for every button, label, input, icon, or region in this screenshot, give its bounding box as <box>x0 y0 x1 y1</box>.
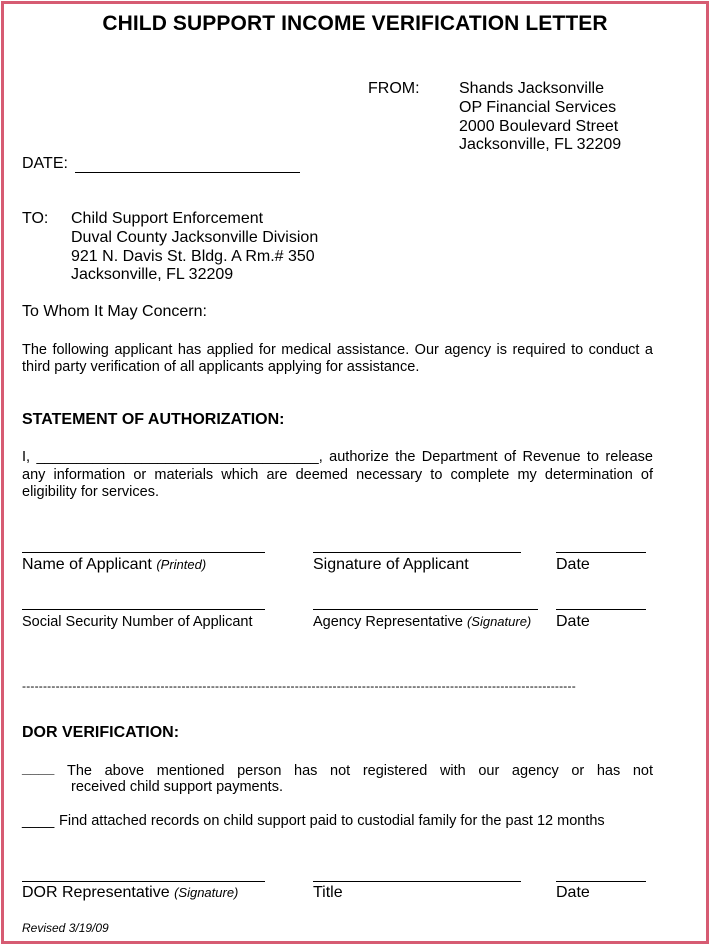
authorization-line-3: eligibility for services. <box>22 484 159 500</box>
from-line-3: 2000 Boulevard Street <box>459 118 619 135</box>
dor-heading: DOR VERIFICATION: <box>22 724 180 741</box>
to-line-1: Child Support Enforcement <box>71 210 264 227</box>
dor-option-2-text: Find attached records on child support paid to custodial family for the past 12 months <box>59 813 605 829</box>
from-line-2: OP Financial Services <box>459 99 617 116</box>
applicant-date-line[interactable] <box>556 552 646 553</box>
date-field-line[interactable] <box>75 172 300 173</box>
document-title: CHILD SUPPORT INCOME VERIFICATION LETTER <box>102 12 608 35</box>
dor-rep-note: (Signature) <box>174 885 239 900</box>
applicant-name-label <box>22 556 206 574</box>
dor-rep-label <box>22 884 238 902</box>
from-line-4: Jacksonville, FL 32209 <box>459 136 622 153</box>
agency-label <box>313 614 531 630</box>
agency-text: Agency Representative <box>313 614 463 630</box>
date-label: DATE: <box>22 155 68 172</box>
dor-rep-text: DOR Representative <box>22 884 170 901</box>
dor-option-2-checkbox[interactable]: ____ <box>22 813 55 829</box>
to-label: TO: <box>22 210 49 227</box>
from-line-1: Shands Jacksonville <box>459 80 604 97</box>
agency-note: (Signature) <box>466 614 532 629</box>
agency-date-label: Date <box>556 613 590 630</box>
to-line-4: Jacksonville, FL 32209 <box>71 266 234 283</box>
authorization-heading: STATEMENT OF AUTHORIZATION: <box>22 411 285 428</box>
applicant-date-label: Date <box>556 556 590 573</box>
authorization-line-1: I, ___________________________________, authorize the Department of Revenue to release <box>22 449 653 465</box>
from-label: FROM: <box>368 80 420 97</box>
revised-date: Revised 3/19/09 <box>22 921 109 935</box>
ssn-line[interactable] <box>22 609 265 610</box>
dor-option-1-line-2: received child support payments. <box>71 779 283 795</box>
agency-date-line[interactable] <box>556 609 646 610</box>
dor-option-1-checkbox[interactable]: ____ <box>22 761 55 777</box>
intro-line-1: The following applicant has applied for medical assistance. Our agency is required to conduct a <box>22 342 653 358</box>
dor-date-line[interactable] <box>556 881 646 882</box>
authorization-line-2: any information or materials which are deemed necessary to complete my determination of <box>22 467 653 483</box>
dor-rep-line[interactable] <box>22 881 265 882</box>
applicant-signature-label: Signature of Applicant <box>313 556 469 573</box>
dor-title-label: Title <box>313 884 343 901</box>
ssn-label: Social Security Number of Applicant <box>22 614 253 630</box>
dor-option-1-line-1: The above mentioned person has not registered with our agency or has not <box>67 763 653 779</box>
applicant-name-line[interactable] <box>22 552 265 553</box>
applicant-name-note: (Printed) <box>156 557 207 572</box>
agency-signature-line[interactable] <box>313 609 538 610</box>
applicant-signature-line[interactable] <box>313 552 521 553</box>
to-line-3: 921 N. Davis St. Bldg. A Rm.# 350 <box>71 248 315 265</box>
dor-date-label: Date <box>556 884 590 901</box>
section-separator: ------------------------------------------------------------------------------------------------------------------------------------ <box>22 679 576 693</box>
to-line-2: Duval County Jacksonville Division <box>71 229 319 246</box>
dor-title-line[interactable] <box>313 881 521 882</box>
salutation: To Whom It May Concern: <box>22 303 207 320</box>
applicant-name-text: Name of Applicant <box>22 556 152 573</box>
intro-line-2: third party verification of all applicants applying for assistance. <box>22 359 420 375</box>
